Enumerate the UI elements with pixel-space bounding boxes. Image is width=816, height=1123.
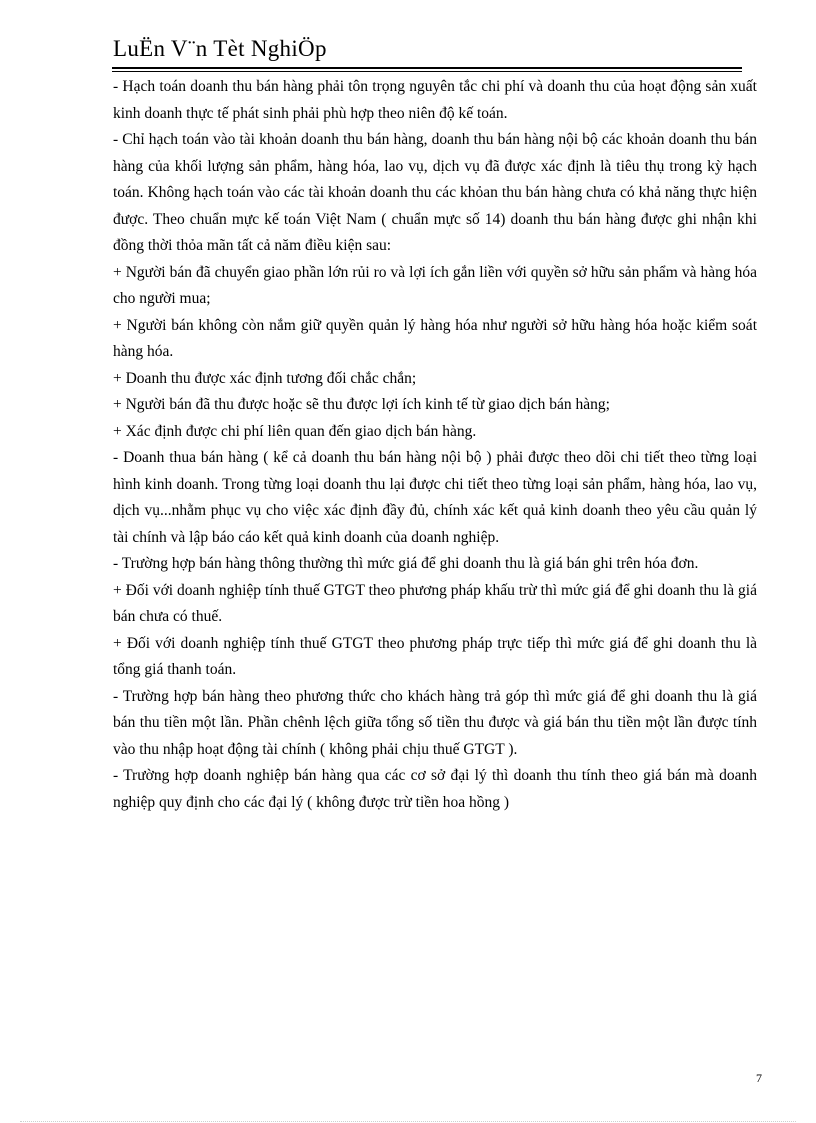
- paragraph-12: - Trường hợp bán hàng theo phương thức cho khách hàng trả góp thì mức giá để ghi doanh thu là giá bán thu tiền một lần. Phần chênh lệch giữa tổng số tiền thu được và giá bán thu tiền một lần được tính vào thu nhập hoạt động tài chính ( không phải chịu thuế GTGT ).: [113, 687, 757, 758]
- document-body: [113, 74, 757, 816]
- footer-dotted-divider: [20, 1121, 796, 1122]
- paragraph-6: + Người bán đã thu được hoặc sẽ thu được lợi ích kinh tế từ giao dịch bán hàng;: [113, 396, 610, 413]
- paragraph-10: + Đối với doanh nghiệp tính thuế GTGT theo phương pháp khấu trừ thì mức giá để ghi doanh thu là giá bán chưa có thuế.: [113, 581, 757, 625]
- paragraph-7: + Xác định được chi phí liên quan đến giao dịch bán hàng.: [113, 422, 477, 440]
- paragraph-4: + Người bán không còn nắm giữ quyền quản lý hàng hóa như người sở hữu hàng hóa hoặc kiểm soát hàng hóa.: [113, 316, 757, 360]
- paragraph-11: + Đối với doanh nghiệp tính thuế GTGT theo phương pháp trực tiếp thì mức giá để ghi doanh thu là tổng giá thanh toán.: [113, 634, 757, 678]
- header-rule-thick: [112, 67, 742, 69]
- paragraph-13: - Trường hợp doanh nghiệp bán hàng qua các cơ sở đại lý thì doanh thu tính theo giá bán mà doanh nghiệp quy định cho các đại lý ( không được trừ tiền hoa hồng ): [113, 767, 757, 811]
- paragraph-3: + Người bán đã chuyển giao phần lớn rủi ro và lợi ích gắn liền với quyền sở hữu sản phẩm và hàng hóa cho người mua;: [113, 263, 757, 307]
- page-number: 7: [756, 1071, 762, 1085]
- document-header-title: LuËn V¨n Tèt NghiÖp: [113, 36, 327, 61]
- paragraph-9: - Trường hợp bán hàng thông thường thì mức giá để ghi doanh thu là giá bán ghi trên hóa đơn.: [113, 555, 699, 572]
- paragraph-8: - Doanh thua bán hàng ( kể cả doanh thu bán hàng nội bộ ) phải được theo dõi chi tiết theo từng loại hình kinh doanh. Trong từng loại doanh thu lại được chi tiết theo từng loại sản phẩm, hàng hóa, lao vụ, dịch vụ...nhằm phục vụ cho việc xác định đầy đủ, chính xác kết quả kinh doanh theo yêu cầu quản lý tài chính và lập báo cáo kết quả kinh doanh của doanh nghiệp.: [113, 449, 757, 546]
- paragraph-5: + Doanh thu được xác định tương đối chắc chắn;: [113, 369, 417, 387]
- paragraph-1: - Hạch toán doanh thu bán hàng phải tôn trọng nguyên tắc chi phí và doanh thu của hoạt động sản xuất kinh doanh thực tế phát sinh phải phù hợp theo niên độ kế toán.: [113, 78, 757, 122]
- header-rule-thin: [112, 71, 742, 72]
- paragraph-2: - Chỉ hạch toán vào tài khoản doanh thu bán hàng, doanh thu bán hàng nội bộ các khoản doanh thu bán hàng của khối lượng sản phẩm, hàng hóa, lao vụ, dịch vụ đã được xác định là tiêu thụ trong kỳ hạch toán. Không hạch toán vào các tài khoản doanh thu các khỏan thu bán hàng chưa có khả năng thực hiện được. Theo chuẩn mực kế toán Việt Nam ( chuẩn mực số 14) doanh thu bán hàng được ghi nhận khi đồng thời thỏa mãn tất cả năm điều kiện sau:: [113, 131, 757, 254]
